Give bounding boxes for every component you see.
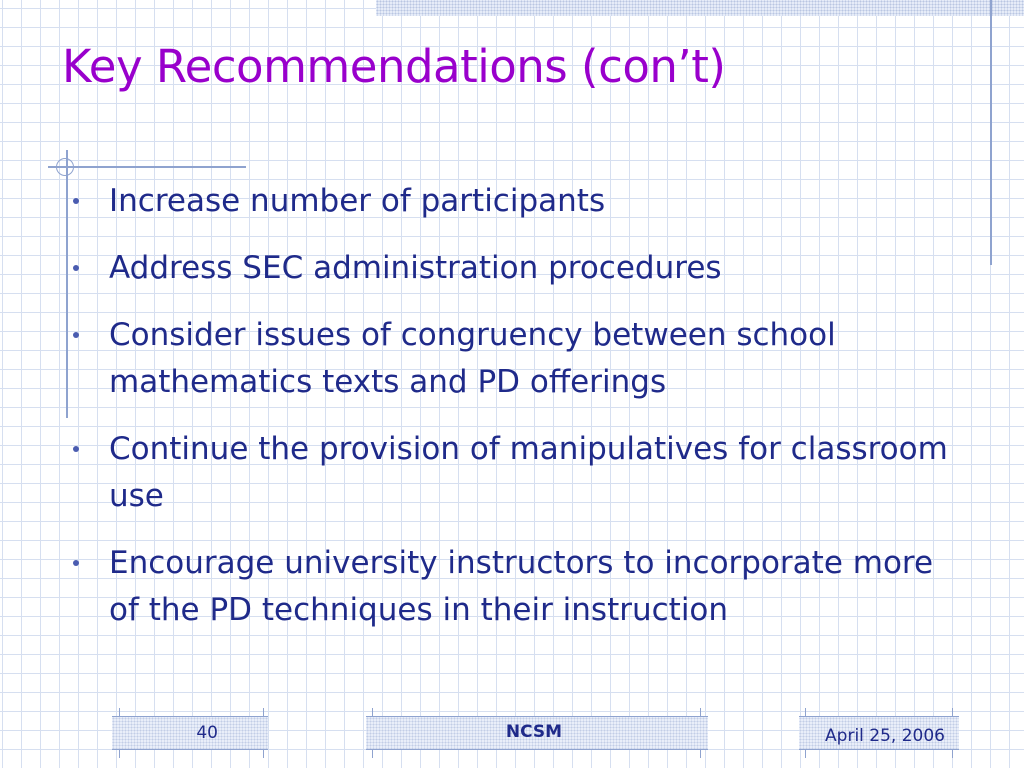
decorative-horizontal-line (48, 166, 246, 168)
bullet-list (70, 178, 950, 654)
bullet-item (70, 178, 950, 225)
footer-date-box (799, 716, 959, 750)
bullet-text: Continue the provision of manipulatives for classroom use (109, 431, 948, 514)
bullet-dot-icon (73, 446, 79, 452)
bullet-text: Increase number of participants (109, 183, 606, 219)
header-decorative-band (376, 0, 1024, 16)
slide-title: Key Recommendations (con’t) (62, 40, 726, 93)
page-number: 40 (196, 723, 218, 743)
bullet-text: Encourage university instructors to incorporate more of the PD techniques in their instruction (109, 545, 934, 628)
bullet-dot-icon (73, 560, 79, 566)
bullet-item (70, 540, 950, 634)
decorative-vertical-line-right (990, 0, 992, 265)
footer-organization-box (366, 716, 708, 750)
bullet-text: Consider issues of congruency between school mathematics texts and PD offerings (109, 317, 836, 400)
bullet-item (70, 426, 950, 520)
presentation-date: April 25, 2006 (825, 726, 945, 746)
footer-page-number-box (112, 716, 268, 750)
decorative-vertical-line-left (66, 150, 68, 418)
bullet-item (70, 245, 950, 292)
decorative-circle (56, 158, 74, 176)
organization-name: NCSM (505, 722, 563, 742)
bullet-dot-icon (73, 198, 79, 204)
bullet-dot-icon (73, 265, 79, 271)
bullet-text: Address SEC administration procedures (109, 250, 722, 286)
bullet-item (70, 312, 950, 406)
bullet-dot-icon (73, 332, 79, 338)
